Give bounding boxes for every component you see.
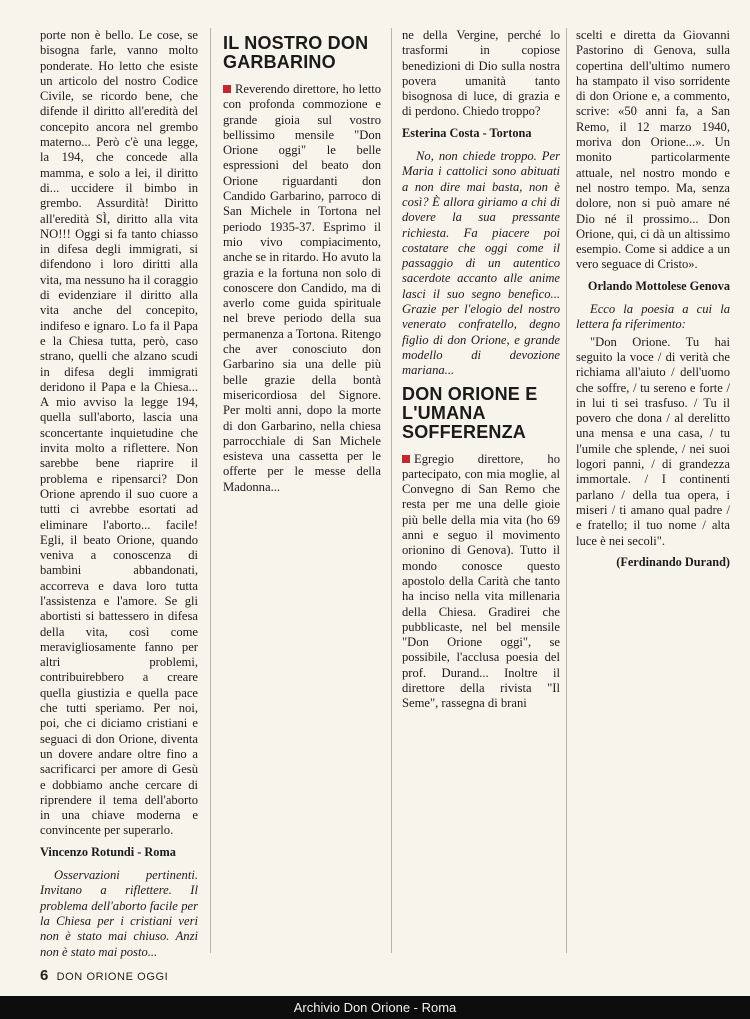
column-4: [576, 28, 730, 943]
page-number: 6: [40, 967, 49, 984]
column-divider: [566, 28, 567, 953]
letter-2-text: Reverendo direttore, ho letto con profonda commozione e grande gioia sul vostro bellissimo mensile "Don Orione oggi" le belle espressioni del beato don Orione riguardanti don Candido Garbarino, parroco di San Michele in Tortona nel periodo 1935-37. Esprimo il mio vivo compiacimento, anche se in ritardo. Ho avuto la grazia e la fortuna non solo di conoscere don Candido, ma di averlo come guida spirituale nel breve periodo della sua permanenza a Tortona. Ritengo che aver conosciuto don Garbarino sia una delle più belle grazie della bontà misericordiosa del Signore. Per molti anni, dopo la morte di don Garbarino, nella chiesa parrocchiale di San Michele esisteva una cassetta per le offerte per le messe della Madonna...: [223, 82, 381, 494]
poem-text: "Don Orione. Tu hai seguito la voce / di verità che richiama all'aiuto / dell'uomo che soffre, / tu sereno e forte / in lui ti sei trasfuso. / Tu il povero che dona / al derelitto una mensa e una casa, / tu l'umile che splende, / nei suoi logori panni, / di grandezza immortale. / I continenti parlano / della tua opera, i miseri / ti amano qual padre / e fratello; il tuo nome / alta luce è nei secoli".: [576, 334, 730, 548]
magazine-name: DON ORIONE OGGI: [56, 971, 169, 983]
letter-2-continuation: ne della Vergine, perché lo trasformi in copiose benedizioni di Dio sulla nostra povera umanità tanto bisognosa di luce, di grazia e di perdono. Chiedo troppo?: [402, 28, 560, 119]
heading-umana-sofferenza: DON ORIONE E L'UMANA SOFFERENZA: [402, 383, 538, 442]
editorial-reply-3: Ecco la poesia a cui la lettera fa riferimento:: [576, 302, 730, 332]
column-divider: [210, 28, 211, 953]
letter-3-signature: Orlando Mottolese Genova: [587, 278, 730, 293]
letter-1-text: porte non è bello. Le cose, se bisogna farle, vanno molto ponderate. Ho letto che esiste un articolo del nostro Codice Civile, se ricordo bene, che difende il diritto all'eredità del concepito ancora nel grembo materno... Però c'è una legge, la 194, che concede alla mamma, e solo a lei, il diritto di... uccidere il bimbo in grembo. Assurdità! Diritto all'eredità SÌ, diritto alla vita NO!!! Oggi si fa tanto chiasso in difesa degli immigrati, si difendono i loro diritti alla vita, ma nessuno ha il coraggio di evidenziare il diritto alla vita anche del concepito, indifeso e ignaro. Lo fa il Papa e la Chiesa tutta, però, caso strano, quelli che alzano scudi in difesa degli immigrati deridono il Papa e la Chiesa... A mio avviso la legge 194, quella sull'aborto, lascia una sconcertante inquietudine che invita molto a riflettere. Non sarebbe bene riaprire il problema e ripensarci? Don Orione aprendo il suo cuore a tutti ci avrebbe esortati ad eliminare l'aborto... facile! Egli, il beato Orione, quando veniva a conoscenza di bambini abbandonati, accorreva e dava loro tutta l'assistenza e l'amore. Se gli abortisti si battessero in difesa della vita, così come meravigliosamente fanno per altri problemi, contribuirebbero a creare quella giustizia e quella pace che tutti speriamo. Per noi, poi, che ci diciamo cristiani e seguaci di don Orione, diventa un dovere andare oltre fino a sacrificarci per amore di Gesù e dobbiamo anche cercare di riprendere il tema dell'aborto in una chiave moderna e convincente per superarlo.: [40, 28, 198, 838]
archive-banner: Archivio Don Orione - Roma: [0, 996, 750, 1019]
poem-author: (Ferdinando Durand): [616, 554, 730, 569]
letter-2-signature: Esterina Costa - Tortona: [402, 125, 532, 140]
editorial-reply-1: Osservazioni pertinenti. Invitano a riflettere. Il problema dell'aborto facile per la Chiesa per i cristiani veri non è stato mai chiuso. Anzi non è stato mai posto...: [40, 868, 198, 959]
column-2: [223, 28, 381, 943]
letter-3-text: Egregio direttore, ho partecipato, con mia moglie, al Convegno di San Remo che resta per me una delle gioie più belle della mia vita (ho 69 anni e seguo il movimento orionino di Genova). Tutto il mondo conosce questo apostolo della Carità che tanto ha inciso nella vita millenaria della Chiesa. Gradirei che pubblicaste, nel bel mensile "Don Orione oggi", se possibile, l'acclusa poesia del prof. Durand... Inoltre il direttore della rivista "Il Seme", rassegna di brani: [402, 451, 560, 711]
letter-3-continuation: scelti e diretta da Giovanni Pastorino di Genova, sulla copertina dell'ultimo numero ha stampato il viso sorridente di don Orione e, a commento, scrive: «50 anni fa, a San Remo, il 12 marzo 1940, moriva don Orione...». Un monito particolarmente attuale, nel nostro mondo e nel nostro tempo. Ma, senza dolore, non si può amare né Dio né il prossimo... Don Orione, qui, ci dà un altissimo esempio. Come si addice a un vero seguace di Cristo».: [576, 28, 730, 272]
letter-1-signature: Vincenzo Rotundi - Roma: [40, 844, 176, 859]
column-3: [402, 28, 560, 943]
red-square-icon: [402, 455, 410, 463]
heading-don-garbarino: IL NOSTRO DON GARBARINO: [223, 33, 369, 72]
page-footer: [40, 967, 168, 984]
editorial-reply-2: No, non chiede troppo. Per Maria i cattolici sono abituati a non dire mai basta, non è così? È allora giriamo a chi di dovere la sua pressante richiesta. Fa piacere poi costatare che oggi come il passaggio di un autentico sacerdote accanto alle anime lasci il suo segno benefico... Grazie per l'elogio del nostro venerato confratello, degno figlio di don Orione, e grande modello di devozione mariana...: [402, 149, 560, 378]
column-1: [40, 28, 198, 959]
magazine-page: [40, 28, 730, 959]
red-square-icon: [223, 85, 231, 93]
column-divider: [391, 28, 392, 953]
